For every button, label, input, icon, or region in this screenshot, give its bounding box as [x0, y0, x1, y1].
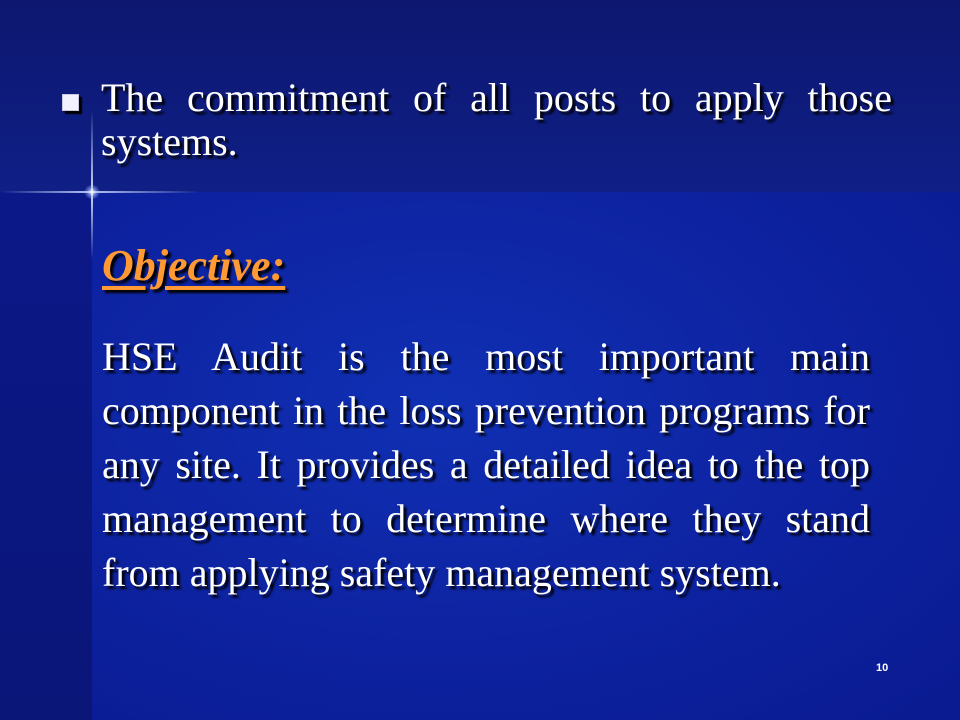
objective-heading: Objective: — [102, 241, 286, 290]
bullet-text: The commitment of all posts to apply those systems. — [101, 75, 892, 164]
left-band — [0, 192, 92, 720]
page-number: 10 — [876, 662, 889, 674]
light-flare-horizontal — [0, 191, 200, 193]
bullet-item — [62, 76, 892, 164]
objective-paragraph: HSE Audit is the most important main component in the loss prevention programs for any site. It provides a detailed idea to the top management to determine where they stand from applying safety management system. — [102, 334, 870, 595]
square-bullet-icon — [62, 94, 79, 111]
light-flare-core — [84, 185, 100, 199]
